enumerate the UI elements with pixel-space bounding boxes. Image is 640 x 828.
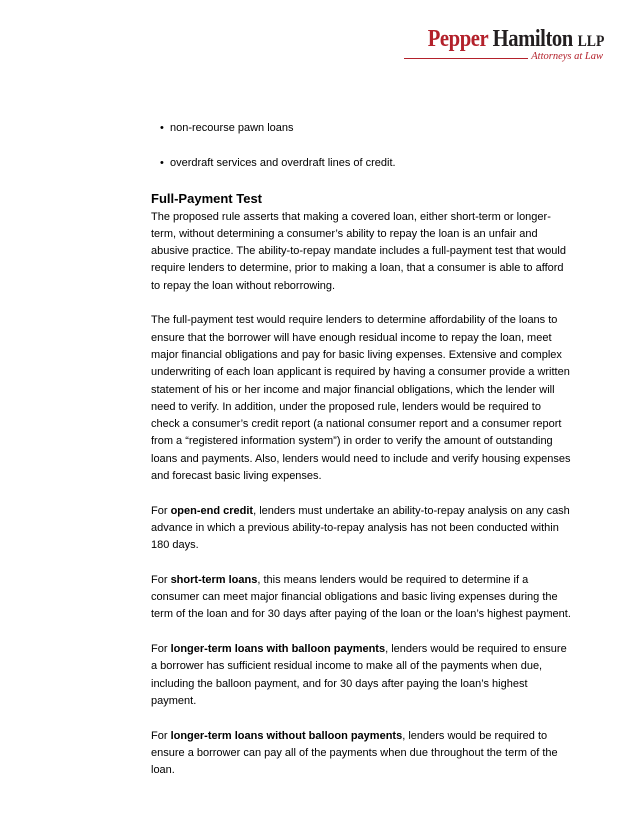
paragraph: The proposed rule asserts that making a covered loan, either short-term or longer-term, without determining a consumer’s ability to repay the loan is an unfair and abusive practice. The ability-to-repay mandate includes a full-payment test that would require lenders to determine, prior to making a loan, that a consumer is able to afford to repay the loan without reborrowing.	[151, 210, 566, 292]
bullet-dot-icon: •	[160, 156, 164, 169]
paragraph-open-end-credit	[151, 503, 571, 555]
bullet-list	[151, 120, 571, 172]
bullet-item	[151, 155, 571, 172]
paragraph-rest: , lenders must undertake an ability-to-repay analysis on any cash advance in which a previous ability-to-repay analysis has not been conducted within 180 days.	[151, 504, 570, 552]
bullet-text: non-recourse pawn loans	[170, 122, 294, 134]
logo-word-pepper: Pepper	[427, 26, 488, 52]
logo-tagline: Attorneys at Law	[531, 51, 603, 62]
paragraph-prefix: For	[151, 504, 171, 517]
bullet-text: overdraft services and overdraft lines of credit.	[170, 156, 396, 169]
logo-rule	[404, 58, 528, 59]
bullet-dot-icon: •	[160, 122, 164, 134]
firm-logo	[404, 26, 604, 66]
paragraph-no-balloon-loans	[151, 728, 571, 780]
bullet-item	[151, 120, 571, 137]
paragraph-rest: , lenders would be required to ensure a borrower can pay all of the payments when due throughout the term of the loan.	[151, 729, 558, 777]
paragraph-rest: , this means lenders would be required to determine if a consumer can meet major financial obligations and basic living expenses during the term of the loan and for 30 days after paying of the loan or the loan’s highest payment.	[151, 573, 571, 621]
logo-suffix: LLP	[577, 33, 604, 50]
paragraph-prefix: For	[151, 729, 171, 742]
section-heading: Full-Payment Test	[151, 190, 263, 206]
paragraph-bold-term: open-end credit	[170, 504, 254, 517]
paragraph-bold-term: short-term loans	[170, 573, 258, 586]
document-body	[151, 120, 571, 797]
paragraph-balloon-loans	[151, 641, 571, 710]
paragraph-prefix: For	[151, 643, 171, 656]
logo-word-hamilton: Hamilton	[492, 26, 573, 52]
paragraph-short-term-loans	[151, 572, 571, 624]
paragraph: The full-payment test would require lenders to determine affordability of the loans to ensure that the borrower will have enough residual income to repay the loan, meet major financial obligations and pay for basic living expenses. Extensive and complex underwriting of each loan applicant is required by having a consumer provide a written statement of his or her income and major financial obligations, which the lender will need to verify. In addition, under the proposed rule, lenders would be required to check a consumer’s credit report (a national consumer report and a consumer report from a “registered information system”) in order to verify the amount of outstanding loans and payments. Also, lenders would need to include and verify housing expenses and forecast basic living expenses.	[151, 314, 571, 483]
paragraph-prefix: For	[151, 573, 171, 586]
paragraph-bold-term: longer-term loans without balloon payments	[170, 729, 403, 742]
paragraph-bold-term: longer-term loans with balloon payments	[170, 643, 386, 656]
paragraph-rest: , lenders would be required to ensure a borrower has sufficient residual income to make all of the payments when due, including the balloon payment, and for 30 days after paying the loan’s highest payment.	[151, 643, 567, 707]
